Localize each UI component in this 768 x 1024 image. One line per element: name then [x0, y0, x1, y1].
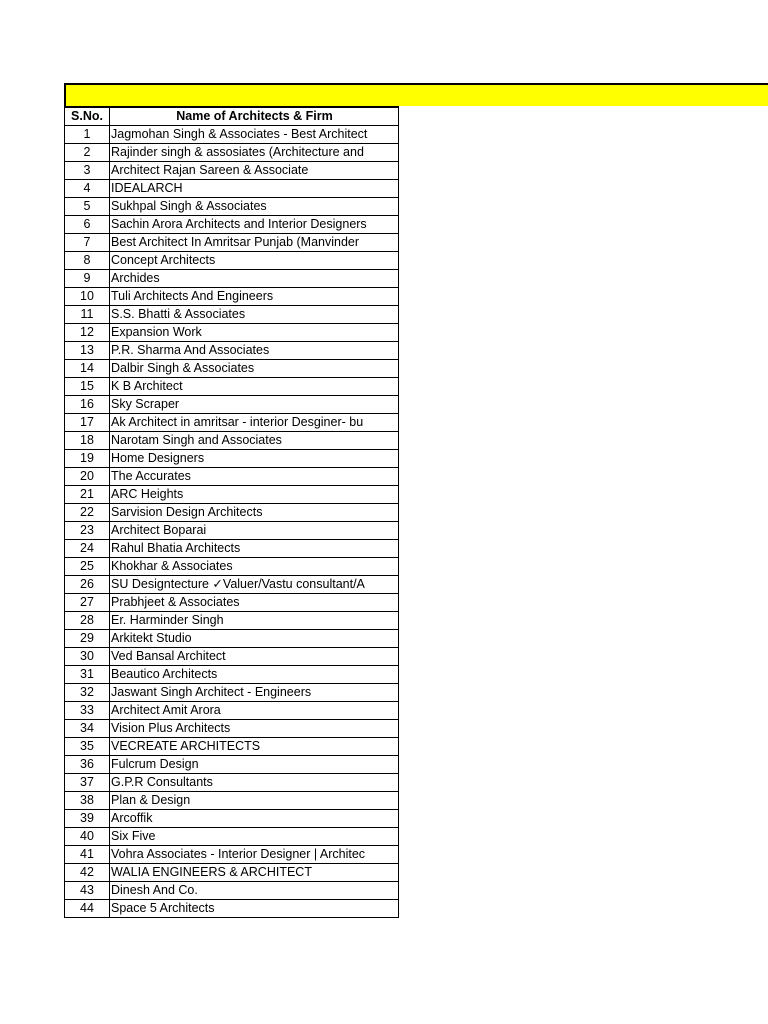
table-row [65, 774, 399, 792]
header-sno[interactable]: S.No. [65, 107, 110, 126]
architects-table [64, 106, 399, 918]
table-row [65, 360, 399, 378]
cell-name[interactable]: Beautico Architects [110, 666, 399, 684]
table-row [65, 828, 399, 846]
cell-name[interactable]: Six Five [110, 828, 399, 846]
cell-name[interactable]: WALIA ENGINEERS & ARCHITECT [110, 864, 399, 882]
table-row [65, 414, 399, 432]
cell-name[interactable]: The Accurates [110, 468, 399, 486]
cell-sno[interactable]: 27 [65, 594, 110, 612]
table-row [65, 486, 399, 504]
cell-name[interactable]: Expansion Work [110, 324, 399, 342]
cell-name[interactable]: Khokhar & Associates [110, 558, 399, 576]
cell-sno[interactable]: 9 [65, 270, 110, 288]
cell-sno[interactable]: 3 [65, 162, 110, 180]
cell-sno[interactable]: 41 [65, 846, 110, 864]
cell-sno[interactable]: 15 [65, 378, 110, 396]
table-row [65, 270, 399, 288]
table-row [65, 450, 399, 468]
cell-name[interactable]: Ak Architect in amritsar - interior Desginer- bu [110, 414, 399, 432]
title-bar [64, 83, 768, 106]
table-row [65, 882, 399, 900]
table-row [65, 864, 399, 882]
table-row [65, 792, 399, 810]
cell-name[interactable]: Architect Amit Arora [110, 702, 399, 720]
cell-sno[interactable]: 29 [65, 630, 110, 648]
cell-name[interactable]: Vision Plus Architects [110, 720, 399, 738]
cell-name[interactable]: IDEALARCH [110, 180, 399, 198]
table-row [65, 198, 399, 216]
table-row [65, 396, 399, 414]
cell-sno[interactable]: 13 [65, 342, 110, 360]
cell-sno[interactable]: 34 [65, 720, 110, 738]
cell-name[interactable]: Sarvision Design Architects [110, 504, 399, 522]
cell-sno[interactable]: 10 [65, 288, 110, 306]
cell-sno[interactable]: 32 [65, 684, 110, 702]
cell-sno[interactable]: 4 [65, 180, 110, 198]
cell-sno[interactable]: 14 [65, 360, 110, 378]
table-row [65, 468, 399, 486]
cell-sno[interactable]: 28 [65, 612, 110, 630]
cell-name[interactable]: Ved Bansal Architect [110, 648, 399, 666]
cell-name[interactable]: Concept Architects [110, 252, 399, 270]
table-row [65, 216, 399, 234]
cell-name[interactable]: Sky Scraper [110, 396, 399, 414]
cell-name[interactable]: Dalbir Singh & Associates [110, 360, 399, 378]
cell-sno[interactable]: 40 [65, 828, 110, 846]
cell-name[interactable]: Sukhpal Singh & Associates [110, 198, 399, 216]
cell-name[interactable]: Jagmohan Singh & Associates - Best Architect [110, 126, 399, 144]
cell-name[interactable]: SU Designtecture ✓Valuer/Vastu consultant/A [110, 576, 399, 594]
cell-sno[interactable]: 36 [65, 756, 110, 774]
cell-name[interactable]: Best Architect In Amritsar Punjab (Manvinder [110, 234, 399, 252]
cell-name[interactable]: Dinesh And Co. [110, 882, 399, 900]
cell-sno[interactable]: 42 [65, 864, 110, 882]
cell-name[interactable]: Arcoffik [110, 810, 399, 828]
cell-sno[interactable]: 7 [65, 234, 110, 252]
cell-sno[interactable]: 31 [65, 666, 110, 684]
table-row [65, 162, 399, 180]
table-row [65, 846, 399, 864]
cell-name[interactable]: Fulcrum Design [110, 756, 399, 774]
cell-sno[interactable]: 5 [65, 198, 110, 216]
cell-sno[interactable]: 8 [65, 252, 110, 270]
table-row [65, 234, 399, 252]
table-row [65, 756, 399, 774]
cell-sno[interactable]: 24 [65, 540, 110, 558]
cell-sno[interactable]: 18 [65, 432, 110, 450]
cell-sno[interactable]: 12 [65, 324, 110, 342]
table-row [65, 180, 399, 198]
table-row [65, 666, 399, 684]
table-row [65, 288, 399, 306]
cell-sno[interactable]: 43 [65, 882, 110, 900]
table-row [65, 342, 399, 360]
cell-name[interactable]: VECREATE ARCHITECTS [110, 738, 399, 756]
cell-name[interactable]: Architect Boparai [110, 522, 399, 540]
cell-name[interactable]: Arkitekt Studio [110, 630, 399, 648]
table-row [65, 576, 399, 594]
cell-sno[interactable]: 19 [65, 450, 110, 468]
table-row [65, 432, 399, 450]
cell-name[interactable]: Tuli Architects And Engineers [110, 288, 399, 306]
cell-name[interactable]: Er. Harminder Singh [110, 612, 399, 630]
cell-sno[interactable]: 39 [65, 810, 110, 828]
table-row [65, 126, 399, 144]
cell-name[interactable]: S.S. Bhatti & Associates [110, 306, 399, 324]
table-row [65, 378, 399, 396]
cell-sno[interactable]: 11 [65, 306, 110, 324]
table-row [65, 594, 399, 612]
cell-name[interactable]: Rajinder singh & assosiates (Architecture and [110, 144, 399, 162]
cell-name[interactable]: Narotam Singh and Associates [110, 432, 399, 450]
cell-sno[interactable]: 44 [65, 900, 110, 918]
table-row [65, 612, 399, 630]
table-row [65, 558, 399, 576]
cell-sno[interactable]: 38 [65, 792, 110, 810]
cell-name[interactable]: P.R. Sharma And Associates [110, 342, 399, 360]
table-row [65, 144, 399, 162]
cell-sno[interactable]: 23 [65, 522, 110, 540]
cell-sno[interactable]: 6 [65, 216, 110, 234]
cell-name[interactable]: ARC Heights [110, 486, 399, 504]
cell-sno[interactable]: 26 [65, 576, 110, 594]
cell-sno[interactable]: 25 [65, 558, 110, 576]
table-row [65, 324, 399, 342]
cell-sno[interactable]: 2 [65, 144, 110, 162]
cell-sno[interactable]: 37 [65, 774, 110, 792]
cell-sno[interactable]: 30 [65, 648, 110, 666]
cell-name[interactable]: Architect Rajan Sareen & Associate [110, 162, 399, 180]
cell-name[interactable]: K B Architect [110, 378, 399, 396]
table-body [65, 126, 399, 918]
cell-name[interactable]: Archides [110, 270, 399, 288]
cell-sno[interactable]: 33 [65, 702, 110, 720]
cell-name[interactable]: Rahul Bhatia Architects [110, 540, 399, 558]
cell-sno[interactable]: 35 [65, 738, 110, 756]
header-name[interactable]: Name of Architects & Firm [110, 107, 399, 126]
table-row [65, 630, 399, 648]
cell-name[interactable]: G.P.R Consultants [110, 774, 399, 792]
table-row [65, 684, 399, 702]
cell-name[interactable]: Jaswant Singh Architect - Engineers [110, 684, 399, 702]
table-row [65, 306, 399, 324]
table-row [65, 648, 399, 666]
table-row [65, 504, 399, 522]
cell-sno[interactable]: 22 [65, 504, 110, 522]
table-row [65, 522, 399, 540]
table-row [65, 720, 399, 738]
cell-name[interactable]: Plan & Design [110, 792, 399, 810]
table-row [65, 702, 399, 720]
cell-name[interactable]: Sachin Arora Architects and Interior Designers [110, 216, 399, 234]
cell-name[interactable]: Prabhjeet & Associates [110, 594, 399, 612]
table-row [65, 738, 399, 756]
cell-sno[interactable]: 21 [65, 486, 110, 504]
cell-sno[interactable]: 20 [65, 468, 110, 486]
table-row [65, 900, 399, 918]
cell-sno[interactable]: 17 [65, 414, 110, 432]
cell-name[interactable]: Home Designers [110, 450, 399, 468]
cell-sno[interactable]: 1 [65, 126, 110, 144]
table-row [65, 540, 399, 558]
cell-name[interactable]: Vohra Associates - Interior Designer | Architec [110, 846, 399, 864]
table-row [65, 810, 399, 828]
cell-name[interactable]: Space 5 Architects [110, 900, 399, 918]
table-row [65, 252, 399, 270]
header-row [65, 107, 399, 126]
cell-sno[interactable]: 16 [65, 396, 110, 414]
